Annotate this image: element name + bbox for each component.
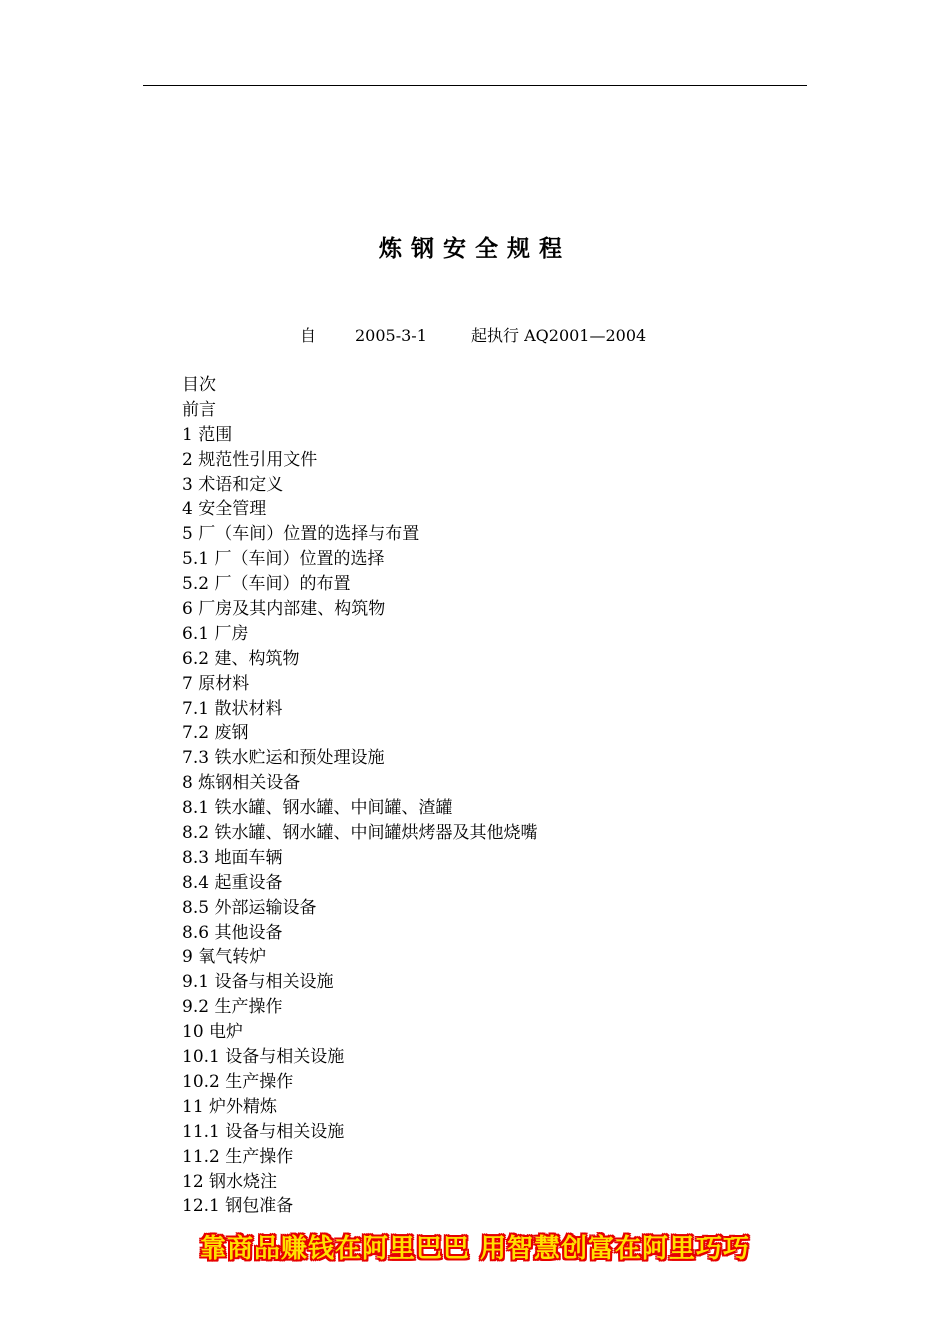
toc-item: 9 氧气转炉 — [182, 947, 267, 968]
toc-item: 6.1 厂房 — [182, 623, 249, 644]
toc-item: 8 炼钢相关设备 — [182, 773, 301, 794]
toc-item: 7.1 散状材料 — [182, 698, 283, 719]
toc-item: 2 规范性引用文件 — [182, 449, 318, 470]
toc-item: 7.3 铁水贮运和预处理设施 — [182, 748, 385, 769]
toc-item: 8.3 地面车辆 — [182, 847, 283, 868]
toc-item: 3 术语和定义 — [182, 474, 284, 495]
toc-item: 8.2 铁水罐、钢水罐、中间罐烘烤器及其他烧嘴 — [182, 823, 538, 844]
toc-item: 8.6 其他设备 — [182, 922, 283, 943]
toc-item: 11.1 设备与相关设施 — [182, 1121, 345, 1142]
toc-item: 11 炉外精炼 — [182, 1096, 278, 1117]
exec-date: 2005-3-1 — [355, 326, 427, 345]
toc-item: 6 厂房及其内部建、构筑物 — [182, 599, 386, 620]
toc-item: 9.1 设备与相关设施 — [182, 972, 334, 993]
toc-item: 11.2 生产操作 — [182, 1146, 294, 1167]
toc-item: 8.4 起重设备 — [182, 872, 283, 893]
toc-item: 10.1 设备与相关设施 — [182, 1047, 345, 1068]
toc-item: 10 电炉 — [182, 1022, 244, 1043]
toc-item: 8.1 铁水罐、钢水罐、中间罐、渣罐 — [182, 798, 453, 819]
toc-item: 前言 — [182, 399, 216, 420]
ad-banner: 靠商品赚钱在阿里巴巴 用智慧创富在阿里巧巧 — [199, 1234, 751, 1264]
document-title: 炼钢安全规程 — [379, 236, 571, 262]
toc-item: 目次 — [182, 375, 216, 395]
header-rule — [143, 85, 807, 86]
toc-item: 1 范围 — [182, 424, 233, 445]
toc-item: 5.2 厂（车间）的布置 — [182, 574, 351, 595]
toc-item: 7 原材料 — [182, 673, 250, 694]
toc-item: 9.2 生产操作 — [182, 997, 283, 1018]
toc-item: 5 厂（车间）位置的选择与布置 — [182, 524, 420, 545]
toc-item: 8.5 外部运输设备 — [182, 897, 317, 918]
toc-item: 4 安全管理 — [182, 499, 267, 520]
toc-item: 10.2 生产操作 — [182, 1071, 294, 1092]
exec-prefix: 自 — [300, 326, 317, 345]
toc-item: 6.2 建、构筑物 — [182, 648, 300, 669]
toc-item: 7.2 废钢 — [182, 723, 249, 744]
execution-date-line — [300, 324, 647, 348]
toc-item: 12 钢水烧注 — [182, 1171, 278, 1192]
toc-item: 5.1 厂（车间）位置的选择 — [182, 549, 385, 570]
table-of-contents — [182, 373, 537, 1219]
exec-suffix: 起执行 AQ2001—2004 — [471, 326, 647, 345]
toc-item: 12.1 钢包准备 — [182, 1196, 294, 1217]
